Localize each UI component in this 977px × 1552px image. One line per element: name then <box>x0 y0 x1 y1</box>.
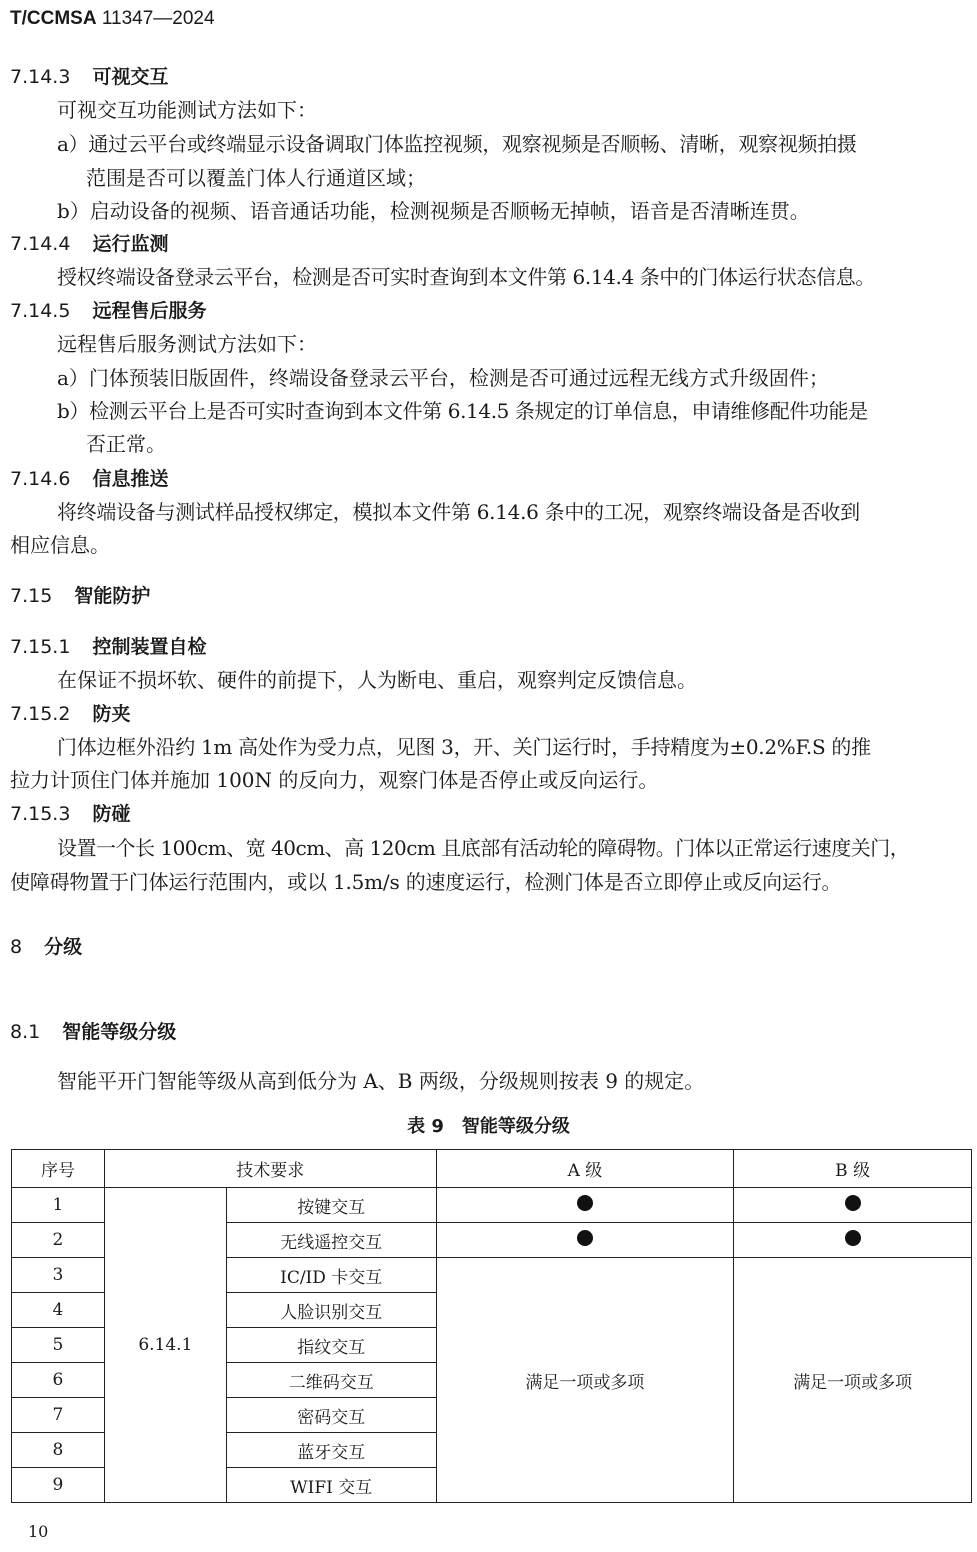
header-requirement: 技术要求 <box>104 1150 436 1188</box>
row-no: 7 <box>12 1398 105 1433</box>
row-no: 4 <box>12 1293 105 1328</box>
grading-table <box>11 1149 972 1503</box>
section-heading: 7.15.1 控制装置自检 <box>10 636 207 658</box>
filled-circle-icon <box>577 1195 593 1211</box>
paragraph: 在保证不损坏软、硬件的前提下，人为断电、重启，观察判定反馈信息。 <box>57 668 697 692</box>
document-code: T/CCMSA 11347—2024 <box>10 8 215 29</box>
table-row <box>12 1188 972 1223</box>
grade-a-cell <box>436 1223 734 1258</box>
grade-a-cell <box>436 1188 734 1223</box>
list-item: a）通过云平台或终端显示设备调取门体监控视频，观察视频是否顺畅、清晰，观察视频拍摄 <box>57 132 857 156</box>
table-header-row <box>12 1150 972 1188</box>
list-item-cont: 否正常。 <box>86 432 166 456</box>
filled-circle-icon <box>845 1195 861 1211</box>
paragraph: 拉力计顶住门体并施加 100N 的反向力，观察门体是否停止或反向运行。 <box>10 768 659 792</box>
row-requirement: 人脸识别交互 <box>226 1293 436 1328</box>
paragraph: 可视交互功能测试方法如下： <box>57 98 317 122</box>
paragraph: 相应信息。 <box>10 533 110 557</box>
row-requirement: WIFI 交互 <box>226 1468 436 1503</box>
row-requirement: IC/ID 卡交互 <box>226 1258 436 1293</box>
list-item: b）启动设备的视频、语音通话功能，检测视频是否顺畅无掉帧，语音是否清晰连贯。 <box>57 199 810 223</box>
grade-b-merged: 满足一项或多项 <box>734 1258 972 1503</box>
filled-circle-icon <box>845 1230 861 1246</box>
paragraph: 远程售后服务测试方法如下： <box>57 332 317 356</box>
row-no: 2 <box>12 1223 105 1258</box>
section-heading: 7.15.2 防夹 <box>10 703 131 725</box>
page-number: 10 <box>28 1522 49 1541</box>
row-requirement: 指纹交互 <box>226 1328 436 1363</box>
row-requirement: 二维码交互 <box>226 1363 436 1398</box>
row-requirement: 无线遥控交互 <box>226 1223 436 1258</box>
paragraph: 使障碍物置于门体运行范围内，或以 1.5m/s 的速度运行，检测门体是否立即停止或反向运行。 <box>10 870 842 894</box>
section-heading: 7.14.6 信息推送 <box>10 468 169 490</box>
row-no: 9 <box>12 1468 105 1503</box>
row-no: 1 <box>12 1188 105 1223</box>
header-grade-a: A 级 <box>436 1150 734 1188</box>
grade-b-cell <box>734 1223 972 1258</box>
section-heading: 7.14.3 可视交互 <box>10 66 169 88</box>
filled-circle-icon <box>577 1230 593 1246</box>
list-item: b）检测云平台上是否可实时查询到本文件第 6.14.5 条规定的订单信息，申请维修配件功能是 <box>57 399 868 423</box>
row-no: 5 <box>12 1328 105 1363</box>
row-requirement: 密码交互 <box>226 1398 436 1433</box>
section-heading: 7.14.4 运行监测 <box>10 233 169 255</box>
list-item: a）门体预装旧版固件，终端设备登录云平台，检测是否可通过远程无线方式升级固件； <box>57 366 829 390</box>
row-no: 8 <box>12 1433 105 1468</box>
paragraph: 智能平开门智能等级从高到低分为 A、B 两级，分级规则按表 9 的规定。 <box>57 1069 705 1093</box>
paragraph: 将终端设备与测试样品授权绑定，模拟本文件第 6.14.6 条中的工况，观察终端设备是否收到 <box>57 500 860 524</box>
paragraph: 门体边框外沿约 1m 高处作为受力点，见图 3，开、关门运行时，手持精度为±0.2%F.S 的推 <box>57 735 871 759</box>
clause-ref: 6.14.1 <box>104 1188 226 1503</box>
row-requirement: 按键交互 <box>226 1188 436 1223</box>
header-grade-b: B 级 <box>734 1150 972 1188</box>
row-no: 3 <box>12 1258 105 1293</box>
section-heading: 7.15 智能防护 <box>10 585 151 607</box>
grade-a-merged: 满足一项或多项 <box>436 1258 734 1503</box>
row-no: 6 <box>12 1363 105 1398</box>
header-no: 序号 <box>12 1150 105 1188</box>
row-requirement: 蓝牙交互 <box>226 1433 436 1468</box>
paragraph: 设置一个长 100cm、宽 40cm、高 120cm 且底部有活动轮的障碍物。门体以正常运行速度关门， <box>57 836 910 860</box>
section-heading: 8.1 智能等级分级 <box>10 1021 177 1043</box>
list-item-cont: 范围是否可以覆盖门体人行通道区域； <box>86 166 426 190</box>
section-heading: 8 分级 <box>10 936 83 958</box>
table-caption: 表 9 智能等级分级 <box>407 1116 570 1137</box>
paragraph: 授权终端设备登录云平台，检测是否可实时查询到本文件第 6.14.4 条中的门体运行状态信息。 <box>57 265 875 289</box>
grade-b-cell <box>734 1188 972 1223</box>
section-heading: 7.15.3 防碰 <box>10 803 131 825</box>
section-heading: 7.14.5 远程售后服务 <box>10 300 207 322</box>
